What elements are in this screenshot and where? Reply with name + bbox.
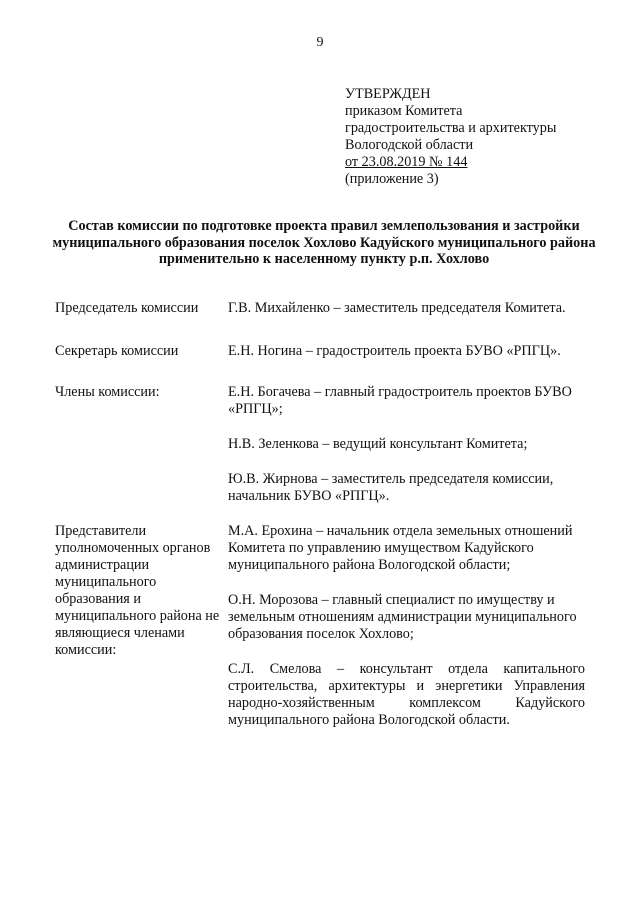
representative-2: О.Н. Морозова – главный специалист по имуществу и земельным отношениям администрации муниципального образования поселок Хохлово;: [228, 592, 577, 642]
member-3: Ю.В. Жирнова – заместитель председателя комиссии, начальник БУВО «РПГЦ».: [228, 471, 554, 504]
representatives-row: [55, 523, 585, 729]
approval-line-2: градостроительства и архитектуры: [345, 120, 557, 136]
approval-line-3: Вологодской области: [345, 137, 474, 153]
chairman-row: [55, 300, 585, 317]
page-number: 9: [316, 35, 324, 50]
approval-heading: УТВЕРЖДЕН: [345, 86, 431, 102]
secretary-row: [55, 343, 585, 360]
approval-date-number: от 23.08.2019 № 144: [345, 154, 468, 170]
representatives-role: Представители уполномоченных органов администрации муниципального образования и муниципального района не являющиеся членами комиссии:: [55, 523, 220, 658]
chairman-person: Г.В. Михайленко – заместитель председателя Комитета.: [228, 300, 566, 316]
chairman-role: Председатель комиссии: [55, 300, 199, 316]
representative-3: С.Л. Смелова – консультант отдела капитального строительства, архитектуры и энергетики Управления народно-хозяйственным комплексом Кадуйского муниципального района Вологодской области.: [228, 661, 585, 728]
members-role: Члены комиссии:: [55, 384, 160, 400]
commission-members: [55, 300, 585, 729]
approval-appendix: (приложение 3): [345, 171, 439, 187]
member-2: Н.В. Зеленкова – ведущий консультант Комитета;: [228, 436, 528, 452]
approval-stamp: [345, 86, 605, 188]
members-row: [55, 384, 585, 505]
approval-line-1: приказом Комитета: [345, 103, 463, 119]
representative-1: М.А. Ерохина – начальник отдела земельных отношений Комитета по управлению имуществом Кадуйского муниципального района Вологодской области;: [228, 523, 573, 573]
member-1: Е.Н. Богачева – главный градостроитель проектов БУВО «РПГЦ»;: [228, 384, 572, 417]
secretary-role: Секретарь комиссии: [55, 343, 179, 359]
secretary-person: Е.Н. Ногина – градостроитель проекта БУВО «РПГЦ».: [228, 343, 561, 359]
document-title: Состав комиссии по подготовке проекта правил землепользования и застройки муниципального образования поселок Хохлово Кадуйского муниципального района применительно к населенному пункту р.п. Хохлово: [52, 218, 596, 267]
